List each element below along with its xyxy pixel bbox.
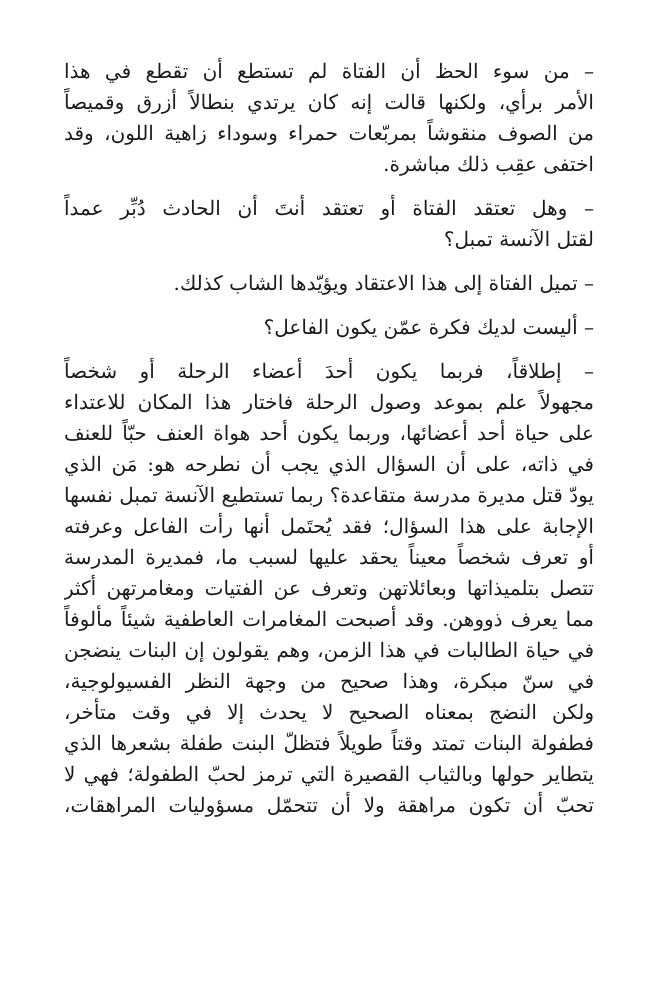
text-line: الإجابة على هذا السؤال؛ فقد يُحتَمل أنها رأت الفاعل وعرفته xyxy=(64,514,594,538)
text-line: فطفولة البنات تمتد وقتاً طويلاً فتظلّ البنت طفلة بشعرها الذي xyxy=(64,731,594,755)
text-line: اختفى عقِب ذلك مباشرة. xyxy=(383,152,594,176)
text-line: في ذاته، على أن السؤال الذي يجب أن نطرحه هو: مَن الذي xyxy=(64,452,594,476)
text-line: يودّ قتل مديرة مدرسة متقاعدة؟ ربما تستطيع الآنسة تمبل نفسها xyxy=(64,483,594,507)
page-text xyxy=(64,56,594,821)
text-line: – أليست لديك فكرة عمّن يكون الفاعل؟ xyxy=(263,315,594,339)
paragraph-4 xyxy=(64,312,594,343)
paragraph-spacer xyxy=(64,255,594,268)
paragraph-spacer xyxy=(64,180,594,193)
text-line: – وهل تعتقد الفتاة أو تعتقد أنتَ أن الحادث دُبِّر عمداً xyxy=(64,196,594,220)
text-line: – إطلاقاً، فربما يكون أحدَ أعضاء الرحلة أو شخصاً xyxy=(64,359,594,383)
paragraph-2 xyxy=(64,193,594,255)
paragraph-1 xyxy=(64,56,594,180)
text-line: على حياة أحد أعضائها، وربما يكون أحد هواة العنف حبّاً للعنف xyxy=(64,421,594,445)
text-line: ولكن النضج بمعناه الصحيح لا يحدث إلا في وقت متأخر، xyxy=(64,700,594,724)
text-line: تتصل بتلميذاتها وبعائلاتهن وتعرف عن الفتيات ومغامرتهن أكثر xyxy=(64,576,594,600)
text-line: – تميل الفتاة إلى هذا الاعتقاد ويؤيّدها الشاب كذلك. xyxy=(173,271,594,295)
text-line: في سنّ مبكرة، وهذا صحيح من وجهة النظر الفسيولوجية، xyxy=(64,669,594,693)
text-line: من الصوف منقوشاً بمربّعات حمراء وسوداء زاهية اللون، وقد xyxy=(64,121,594,145)
paragraph-3 xyxy=(64,268,594,299)
text-line: أو تعرف شخصاً معيناً يحقد عليها لسبب ما، فمديرة المدرسة xyxy=(64,545,594,569)
text-line: لقتل الآنسة تمبل؟ xyxy=(443,227,594,251)
text-line: مما يعرف ذووهن. وقد أصبحت المغامرات العاطفية شيئاً مألوفاً xyxy=(64,607,594,631)
text-line: في حياة الطالبات في هذا الزمن، وهم يقولون إن البنات ينضجن xyxy=(64,638,594,662)
paragraph-spacer xyxy=(64,299,594,312)
text-line: الأمر برأي، ولكنها قالت إنه كان يرتدي بنطالاً أزرق وقميصاً xyxy=(64,90,594,114)
text-line: تحبّ أن تكون مراهقة ولا أن تتحمّل مسؤوليات المراهقات، xyxy=(64,793,594,817)
paragraph-spacer xyxy=(64,343,594,356)
paragraph-5 xyxy=(64,356,594,821)
text-line: – من سوء الحظ أن الفتاة لم تستطع أن تقطع في هذا xyxy=(64,59,594,83)
text-line: يتطاير حولها وبالثياب القصيرة التي ترمز لحبّ الطفولة؛ فهي لا xyxy=(64,762,594,786)
text-line: مجهولاً علم بموعد وصول الرحلة فاختار هذا المكان للاعتداء xyxy=(64,390,594,414)
